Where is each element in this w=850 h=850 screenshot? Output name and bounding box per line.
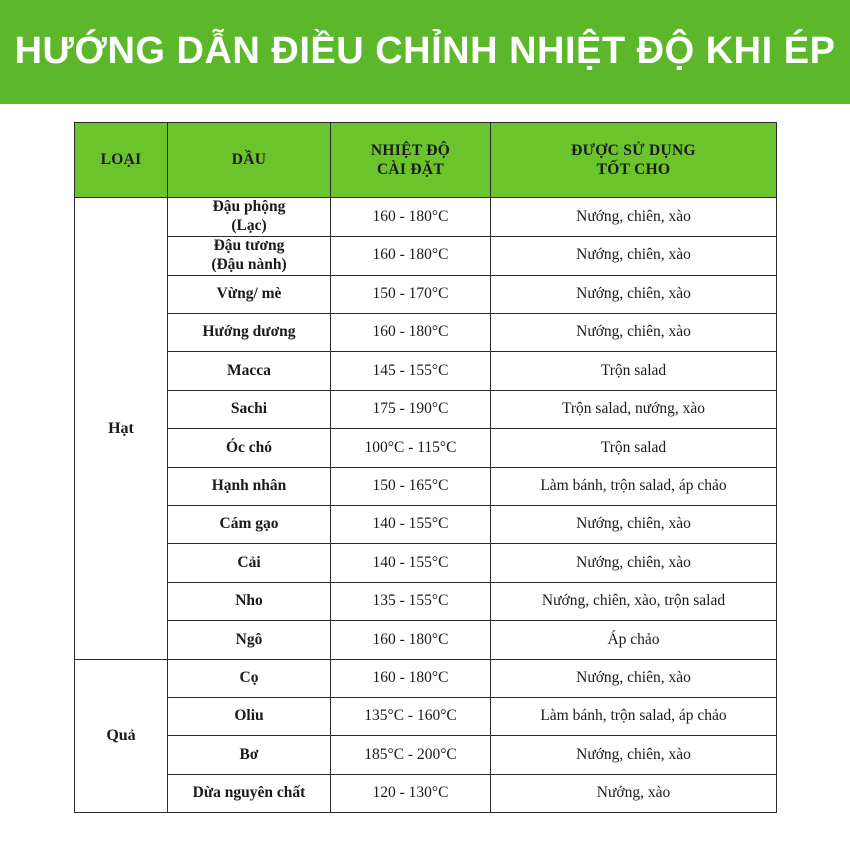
oil-usage: Nướng, chiên, xào (491, 544, 777, 582)
oil-usage: Trộn salad (491, 352, 777, 390)
table-row (75, 198, 777, 237)
group-label-seeds: Hạt (75, 198, 168, 660)
page-title: HƯỚNG DẪN ĐIỀU CHỈNH NHIỆT ĐỘ KHI ÉP (14, 30, 836, 73)
oil-usage: Nướng, chiên, xào (491, 736, 777, 774)
oil-usage: Trộn salad, nướng, xào (491, 390, 777, 428)
oil-temperature: 160 - 180°C (331, 659, 491, 697)
oil-name-line2: (Đậu nành) (211, 255, 287, 273)
oil-usage: Nướng, chiên, xào (491, 236, 777, 275)
column-header-usage-line1: ĐƯỢC SỬ DỤNG (571, 141, 696, 159)
oil-temperature: 175 - 190°C (331, 390, 491, 428)
oil-name: Nho (168, 582, 331, 620)
table-row (75, 736, 777, 774)
oil-temperature: 160 - 180°C (331, 621, 491, 659)
oil-temperature: 160 - 180°C (331, 236, 491, 275)
oil-name: Macca (168, 352, 331, 390)
group-label-fruits: Quả (75, 659, 168, 813)
header-row (75, 123, 777, 198)
column-header-type (75, 123, 168, 198)
oil-usage: Áp chảo (491, 621, 777, 659)
oil-temperature: 150 - 170°C (331, 275, 491, 313)
oil-temperature: 135 - 155°C (331, 582, 491, 620)
oil-name: Óc chó (168, 429, 331, 467)
oil-temperature-table (74, 122, 777, 813)
oil-temperature: 140 - 155°C (331, 544, 491, 582)
table-row (75, 505, 777, 543)
oil-usage: Làm bánh, trộn salad, áp chảo (491, 467, 777, 505)
oil-name: Ngô (168, 621, 331, 659)
column-header-temperature-line1: NHIỆT ĐỘ (370, 141, 451, 159)
oil-name: Cọ (168, 659, 331, 697)
oil-name: Cám gạo (168, 505, 331, 543)
oil-name: Dừa nguyên chất (168, 774, 331, 812)
table-container (0, 104, 850, 813)
table-row (75, 429, 777, 467)
oil-name: Vừng/ mè (168, 275, 331, 313)
oil-usage: Làm bánh, trộn salad, áp chảo (491, 697, 777, 735)
column-header-usage-line2: TỐT CHO (596, 161, 671, 178)
banner (0, 0, 850, 104)
oil-name-line1: Đậu phộng (212, 198, 286, 215)
oil-temperature: 135°C - 160°C (331, 697, 491, 735)
column-header-oil-line1: DẦU (231, 151, 267, 169)
oil-usage: Nướng, chiên, xào (491, 659, 777, 697)
oil-name: Bơ (168, 736, 331, 774)
column-header-temperature (331, 123, 491, 198)
table-row (75, 774, 777, 812)
column-header-usage (491, 123, 777, 198)
column-header-oil (168, 123, 331, 198)
table-header (75, 123, 777, 198)
oil-temperature: 185°C - 200°C (331, 736, 491, 774)
oil-usage: Nướng, chiên, xào, trộn salad (491, 582, 777, 620)
oil-name (168, 236, 331, 275)
oil-name: Hướng dương (168, 314, 331, 352)
oil-temperature: 150 - 165°C (331, 467, 491, 505)
table-row (75, 390, 777, 428)
oil-temperature: 100°C - 115°C (331, 429, 491, 467)
oil-name-line1: Đậu tương (213, 236, 285, 254)
oil-usage: Nướng, xào (491, 774, 777, 812)
table-row (75, 582, 777, 620)
table-row (75, 275, 777, 313)
table-body (75, 198, 777, 813)
table-row (75, 544, 777, 582)
oil-name-line2: (Lạc) (231, 216, 267, 234)
oil-name: Sachi (168, 390, 331, 428)
oil-name: Hạnh nhân (168, 467, 331, 505)
column-header-type-line1: LOẠI (100, 151, 142, 169)
table-row (75, 314, 777, 352)
table-row (75, 352, 777, 390)
oil-name: Oliu (168, 697, 331, 735)
table-row (75, 467, 777, 505)
oil-temperature: 120 - 130°C (331, 774, 491, 812)
table-row (75, 697, 777, 735)
oil-temperature: 160 - 180°C (331, 198, 491, 237)
oil-name (168, 198, 331, 237)
column-header-temperature-line2: CÀI ĐẶT (376, 161, 445, 178)
oil-usage: Nướng, chiên, xào (491, 198, 777, 237)
table-row (75, 236, 777, 275)
oil-usage: Trộn salad (491, 429, 777, 467)
oil-temperature: 140 - 155°C (331, 505, 491, 543)
table-row (75, 659, 777, 697)
table-row (75, 621, 777, 659)
oil-temperature: 145 - 155°C (331, 352, 491, 390)
oil-usage: Nướng, chiên, xào (491, 275, 777, 313)
oil-temperature: 160 - 180°C (331, 314, 491, 352)
oil-usage: Nướng, chiên, xào (491, 314, 777, 352)
oil-usage: Nướng, chiên, xào (491, 505, 777, 543)
oil-name: Cải (168, 544, 331, 582)
